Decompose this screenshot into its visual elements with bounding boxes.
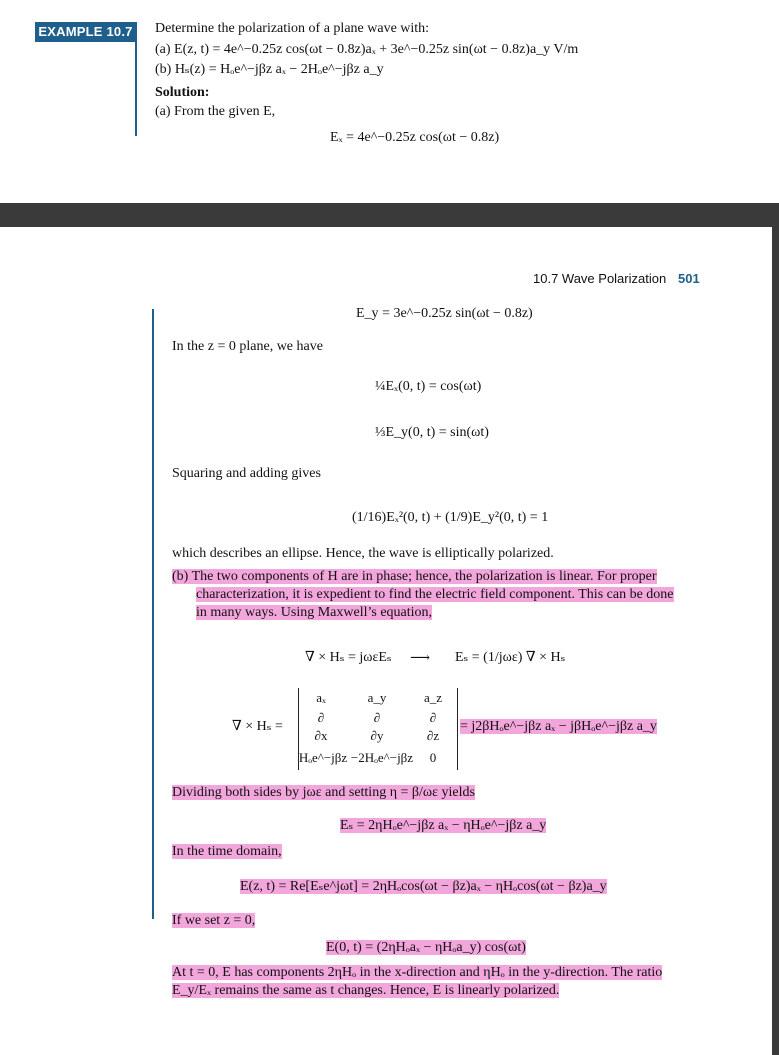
example-accent-rule (135, 22, 137, 136)
equation-z0 (326, 939, 526, 957)
part-b-line-1 (172, 568, 657, 586)
matrix-cell: ∂z (426, 728, 440, 743)
curl-result (460, 718, 657, 736)
equation-ex: Eₓ = 4e^−0.25z cos(ωt − 0.8z) (330, 130, 500, 145)
arrow-icon: ⟶ (410, 650, 431, 666)
final-line-1 (172, 964, 662, 982)
equation-ellipse: (1/16)Eₓ²(0, t) + (1/9)E_y²(0, t) = 1 (352, 510, 549, 525)
example-prompt: Determine the polarization of a plane wave with: (155, 21, 430, 36)
highlight: Dividing both sides by jωε and setting η = β/ωε yields (172, 785, 475, 800)
highlight: E(0, t) = (2ηHₒaₓ − ηHₒa_y) cos(ωt) (326, 940, 526, 955)
equation-quarter-ex: ¼Eₓ(0, t) = cos(ωt) (375, 379, 482, 394)
matrix-cell: a_y (367, 690, 387, 705)
highlight: = j2βHₒe^−jβz aₓ − jβHₒe^−jβz a_y (460, 719, 657, 734)
matrix-cell: aₓ (316, 690, 326, 705)
equation-third-ey: ⅓E_y(0, t) = sin(ωt) (375, 425, 489, 440)
final-line-2 (172, 982, 559, 1000)
matrix-cell: ∂ (317, 710, 325, 725)
matrix-cell: a_z (423, 690, 443, 705)
solution-a-intro: (a) From the given E, (155, 104, 276, 119)
equation-es (340, 817, 546, 835)
matrix-cell: ∂x (314, 728, 328, 743)
highlight: Eₛ = 2ηHₒe^−jβz aₓ − ηHₒe^−jβz a_y (340, 818, 547, 833)
plane-text: In the z = 0 plane, we have (172, 339, 323, 354)
example-part-b: (b) Hₛ(z) = Hₒe^−jβz aₓ − 2Hₒe^−jβz a_y (155, 62, 384, 77)
part-b-line-3 (196, 604, 432, 622)
matrix-cell: ∂y (370, 728, 384, 743)
matrix-cell: −2Hₒe^−jβz (350, 750, 414, 765)
bottom-page-panel (0, 227, 779, 1055)
matrix-cell: Hₒe^−jβz (298, 750, 348, 765)
right-frame-border (772, 227, 779, 1055)
example-badge: EXAMPLE 10.7 (35, 22, 136, 42)
highlight: (b) The two components of H are in phase; hence, the polarization is linear. For proper (172, 569, 657, 584)
highlight: in many ways. Using Maxwell’s equation, (196, 605, 433, 620)
highlight: E(z, t) = Re[Eₛe^jωt] = 2ηHₒcos(ωt − βz)aₓ − ηHₒcos(ωt − βz)a_y (240, 879, 607, 894)
highlight: E_y/Eₓ remains the same as t changes. Hence, E is linearly polarized. (172, 983, 560, 998)
highlight: characterization, it is expedient to find the electric field component. This can be done (196, 587, 674, 602)
page-separator (0, 203, 779, 227)
solution-label: Solution: (155, 85, 210, 100)
equation-maxwell-left: ∇ × Hₛ = jωεEₛ (305, 650, 392, 665)
body-accent-rule (152, 309, 154, 919)
matrix-cell: ∂ (373, 710, 381, 725)
equation-maxwell-right: Eₛ = (1/jωε) ∇ × Hₛ (455, 650, 566, 665)
matrix-cell: 0 (429, 750, 437, 765)
time-domain-text (172, 843, 282, 861)
equation-ey: E_y = 3e^−0.25z sin(ωt − 0.8z) (356, 306, 533, 321)
equation-time-domain (240, 878, 607, 896)
highlight: If we set z = 0, (172, 913, 256, 928)
part-b-line-2 (196, 586, 674, 604)
set-z-text (172, 912, 255, 930)
highlight: At t = 0, E has components 2ηHₒ in the x-direction and ηHₒ in the y-direction. The ratio (172, 965, 663, 980)
dividing-text (172, 784, 475, 802)
ellipse-text: which describes an ellipse. Hence, the wave is elliptically polarized. (172, 546, 554, 561)
matrix-cell: ∂ (429, 710, 437, 725)
running-header-title: 10.7 Wave Polarization (533, 271, 667, 286)
highlight: In the time domain, (172, 844, 282, 859)
page-number: 501 (678, 271, 700, 286)
example-part-a: (a) E(z, t) = 4e^−0.25z cos(ωt − 0.8z)aₓ + 3e^−0.25z sin(ωt − 0.8z)a_y V/m (155, 42, 579, 57)
determinant-matrix (298, 688, 458, 770)
curl-label: ∇ × Hₛ = (232, 719, 283, 734)
squaring-text: Squaring and adding gives (172, 466, 321, 481)
top-page-panel (0, 0, 779, 203)
